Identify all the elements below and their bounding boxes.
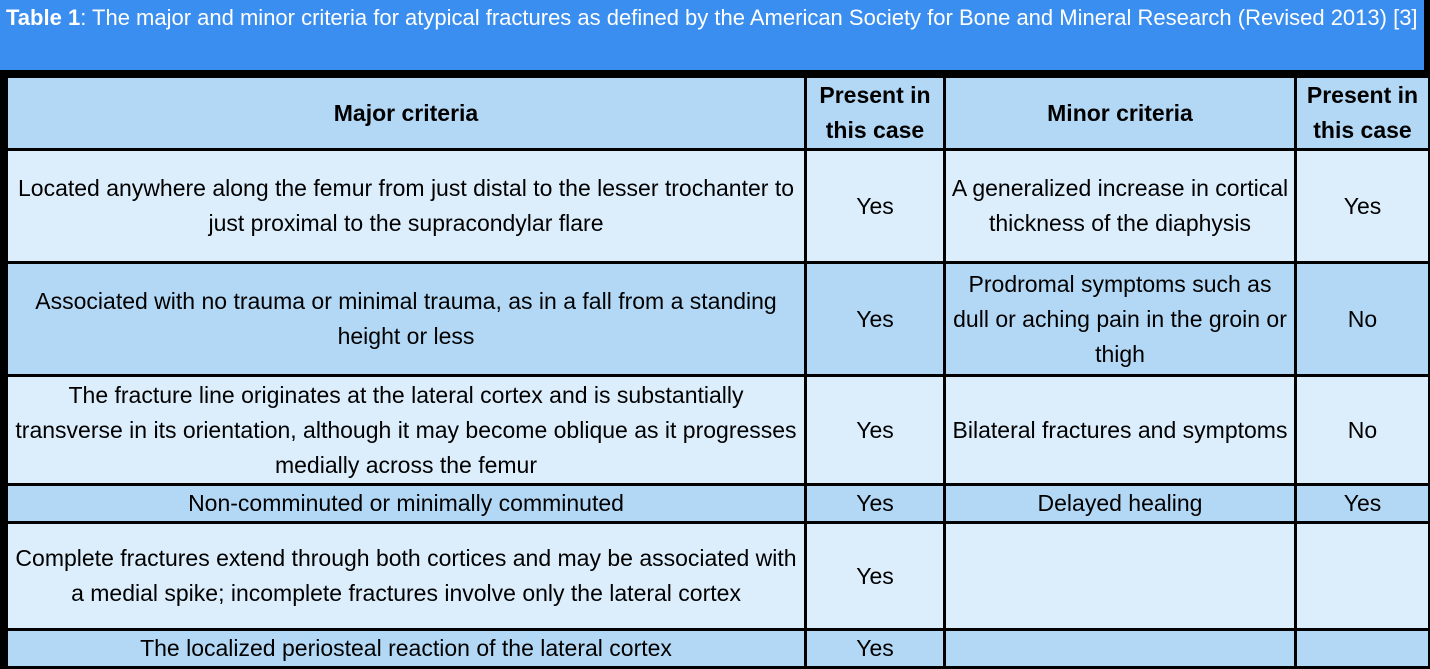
table-caption <box>0 0 1424 70</box>
header-present-minor: Present in this case <box>1297 78 1428 148</box>
minor-criterion-cell: A generalized increase in cortical thickness of the diaphysis <box>946 151 1294 261</box>
present-minor-cell: Yes <box>1297 151 1428 261</box>
criteria-table <box>5 75 1430 669</box>
present-major-cell: Yes <box>807 631 943 666</box>
table-caption-label: Table 1 <box>6 5 81 30</box>
major-criterion-cell: Complete fractures extend through both cortices and may be associated with a medial spike; incomplete fractures involve only the lateral cortex <box>8 524 804 628</box>
present-major-cell: Yes <box>807 524 943 628</box>
table-row <box>8 524 1428 628</box>
present-major-cell: Yes <box>807 486 943 521</box>
table-row <box>8 486 1428 521</box>
present-minor-cell <box>1297 631 1428 666</box>
present-minor-cell: Yes <box>1297 486 1428 521</box>
major-criterion-cell: Non-comminuted or minimally comminuted <box>8 486 804 521</box>
major-criterion-cell: Associated with no trauma or minimal trauma, as in a fall from a standing height or less <box>8 264 804 374</box>
present-major-cell: Yes <box>807 377 943 483</box>
header-row <box>8 78 1428 148</box>
present-major-cell: Yes <box>807 264 943 374</box>
present-minor-cell <box>1297 524 1428 628</box>
table-row <box>8 264 1428 374</box>
present-minor-cell: No <box>1297 264 1428 374</box>
header-present-major: Present in this case <box>807 78 943 148</box>
minor-criterion-cell: Bilateral fractures and symptoms <box>946 377 1294 483</box>
minor-criterion-cell: Prodromal symptoms such as dull or aching pain in the groin or thigh <box>946 264 1294 374</box>
table-row <box>8 377 1428 483</box>
minor-criterion-cell: Delayed healing <box>946 486 1294 521</box>
present-minor-cell: No <box>1297 377 1428 483</box>
minor-criterion-cell <box>946 524 1294 628</box>
table-row <box>8 151 1428 261</box>
header-minor-criteria: Minor criteria <box>946 78 1294 148</box>
table-caption-text: : The major and minor criteria for atypical fractures as defined by the American Society for Bone and Mineral Research (Revised 2013) [3] <box>80 5 1418 30</box>
minor-criterion-cell <box>946 631 1294 666</box>
major-criterion-cell: The localized periosteal reaction of the lateral cortex <box>8 631 804 666</box>
table-row <box>8 631 1428 666</box>
major-criterion-cell: The fracture line originates at the lateral cortex and is substantially transverse in its orientation, although it may become oblique as it progresses medially across the femur <box>8 377 804 483</box>
present-major-cell: Yes <box>807 151 943 261</box>
major-criterion-cell: Located anywhere along the femur from just distal to the lesser trochanter to just proximal to the supracondylar flare <box>8 151 804 261</box>
header-major-criteria: Major criteria <box>8 78 804 148</box>
